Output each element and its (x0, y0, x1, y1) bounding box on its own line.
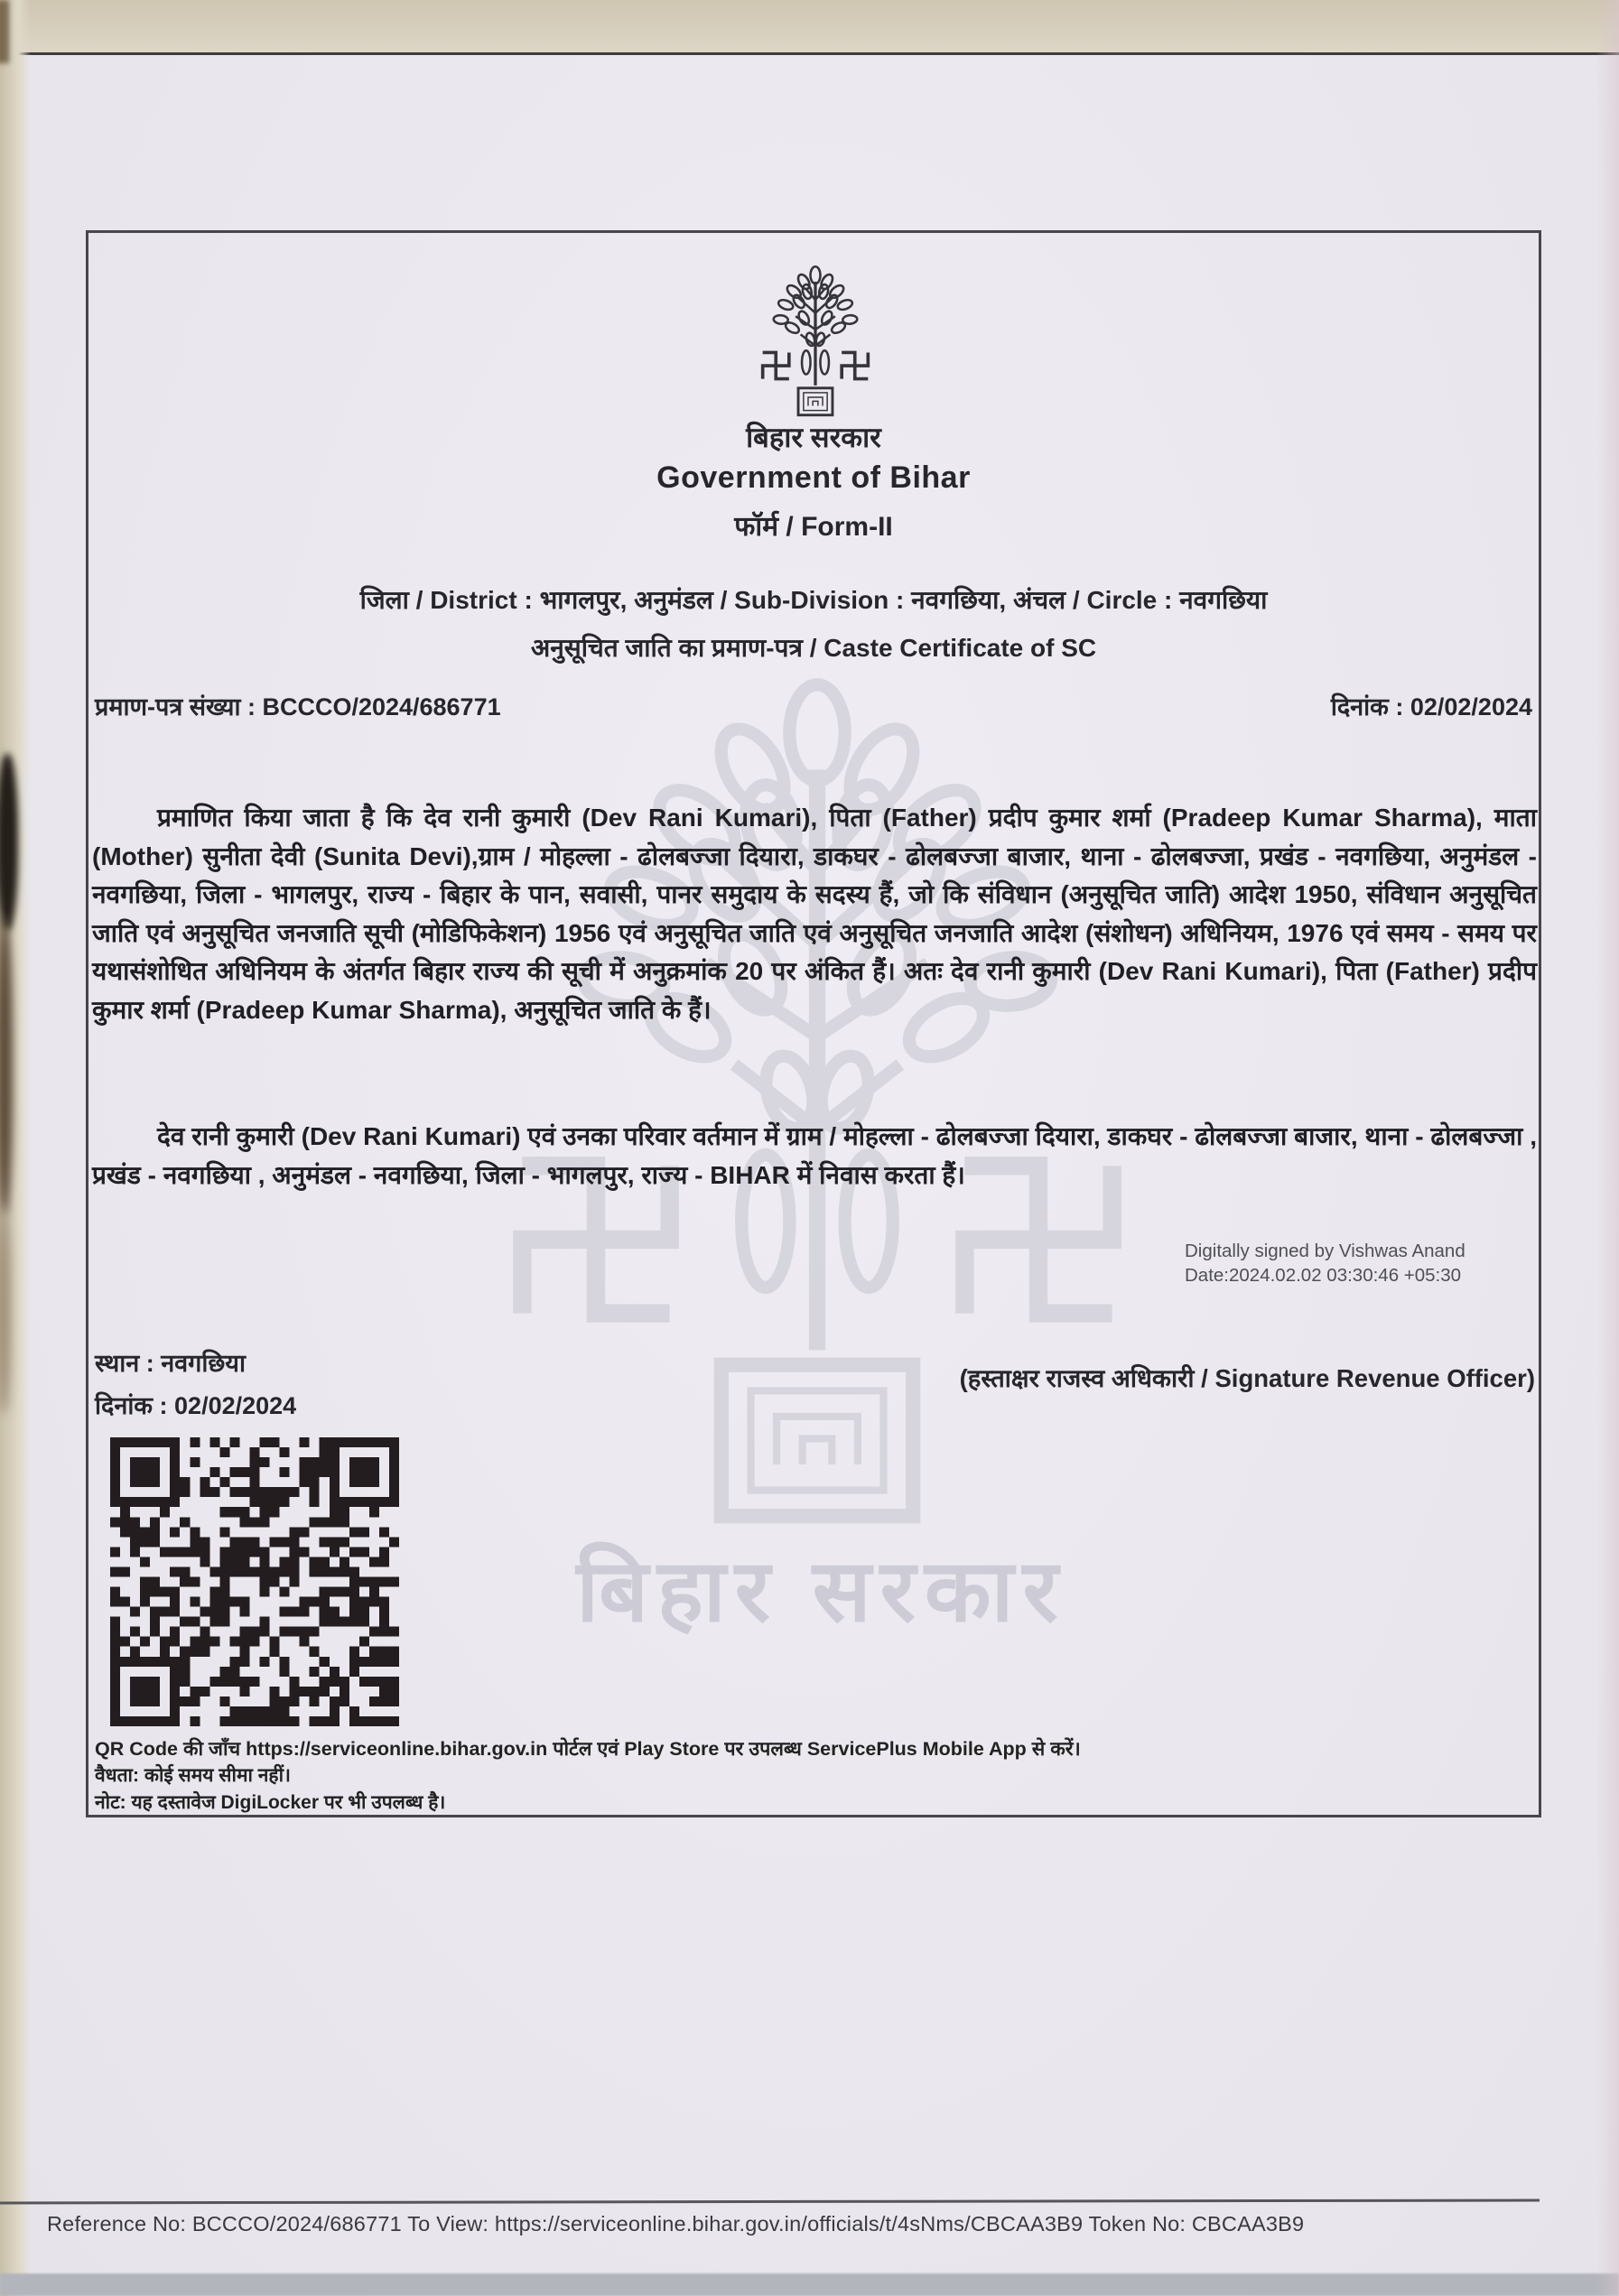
qr-verification-note: QR Code की जाँच https://serviceonline.bihar.gov.in पोर्टल एवं Play Store पर उपलब्ध ServicePlus Mobile App से करें। (95, 1738, 1081, 1760)
scan-smudge (0, 754, 18, 930)
issue-date: दिनांक : 02/02/2024 (1330, 693, 1532, 720)
district-subdivision-circle-line: जिला / District : भागलपुर, अनुमंडल / Sub-Division : नवगछिया, अंचल / Circle : नवगछिया (359, 586, 1268, 614)
footer-rule (0, 2199, 1540, 2205)
watermark-text: बिहार सरकार (576, 1543, 1067, 1640)
scan-edge-bottom (0, 2273, 1619, 2296)
place-label: स्थान : नवगछिया (95, 1350, 246, 1377)
footer-reference-line: Reference No: BCCCO/2024/686771 To View: https://serviceonline.bihar.gov.in/officials/t/4sNms/CBCAA3B9 Token No: CBCAA3B9 (47, 2212, 1305, 2236)
scan-top-rule (0, 52, 1619, 55)
certificate-body-paragraph: प्रमाणित किया जाता है कि देव रानी कुमारी (Dev Rani Kumari), पिता (Father) प्रदीप कुमार शर्मा (Pradeep Kumar Sharma), माता (Mother) सुनीता देवी (Sunita Devi),ग्राम / मोहल्ला - ढोलबज्जा दियारा, डाकघर - ढोलबज्जा बाजार, थाना - ढोलबज्जा, प्रखंड - नवगछिया, अनुमंडल - नवगछिया, जिला - भागलपुर, राज्य - बिहार के पान, सवासी, पानर समुदाय के सदस्य हैं, जो कि संविधान (अनुसूचित जाति) आदेश 1950, संविधान अनुसूचित जाति एवं अनुसूचित जनजाति सूची (मोडिफिकेशन) 1956 एवं अनुसूचित जाति एवं अनुसूचित जनजाति आदेश (संशोधन) अधिनियम, 1976 एवं समय - समय पर यथासंशोधित अधिनियम के अंतर्गत बिहार राज्य की सूची में अनुक्रमांक 20 पर अंकित हैं। अतः देव रानी कुमारी (Dev Rani Kumari), पिता (Father) प्रदीप कुमार शर्मा (Pradeep Kumar Sharma), अनुसूचित जाति के हैं। (92, 804, 1537, 1024)
place-date-block (95, 1343, 296, 1427)
digital-signature-line2: Date:2024.02.02 03:30:46 +05:30 (1185, 1265, 1462, 1286)
certificate-number: प्रमाण-पत्र संख्या : BCCCO/2024/686771 (95, 693, 501, 720)
signature-date-label: दिनांक : 02/02/2024 (95, 1392, 297, 1419)
digilocker-note: नोट: यह दस्तावेज DigiLocker पर भी उपलब्ध है। (95, 1792, 446, 1813)
validity-note: वैधता: कोई समय सीमा नहीं। (95, 1765, 291, 1786)
digital-signature-line1: Digitally signed by Vishwas Anand (1185, 1241, 1465, 1261)
notes-block (95, 1735, 1081, 1817)
residence-paragraph: देव रानी कुमारी (Dev Rani Kumari) एवं उनका परिवार वर्तमान में ग्राम / मोहल्ला - ढोलबज्जा दियारा, डाकघर - ढोलबज्जा बाजार, थाना - ढोलबज्जा , प्रखंड - नवगछिया , अनुमंडल - नवगछिया, जिला - भागलपुर, राज्य - BIHAR में निवास करता हैं। (92, 1122, 1537, 1189)
scan-smudge (0, 916, 13, 1214)
bihar-government-emblem-icon (749, 264, 881, 422)
certificate-meta-row (95, 689, 1532, 722)
signature-revenue-officer-label: (हस्ताक्षर राजस्व अधिकारी / Signature Revenue Officer) (959, 1364, 1535, 1392)
form-title: फॉर्म / Form-II (734, 512, 893, 542)
caste-certificate-title: अनुसूचित जाति का प्रमाण-पत्र / Caste Certificate of SC (530, 634, 1097, 662)
org-name-english: Government of Bihar (656, 460, 971, 495)
scan-edge-right (1596, 0, 1619, 2296)
qr-code (110, 1437, 399, 1726)
org-name-hindi: बिहार सरकार (746, 422, 881, 453)
qr-code-icon (110, 1437, 399, 1726)
scan-smudge (0, 0, 9, 63)
scan-edge-top (0, 0, 1619, 52)
digital-signature-text (1185, 1239, 1465, 1287)
